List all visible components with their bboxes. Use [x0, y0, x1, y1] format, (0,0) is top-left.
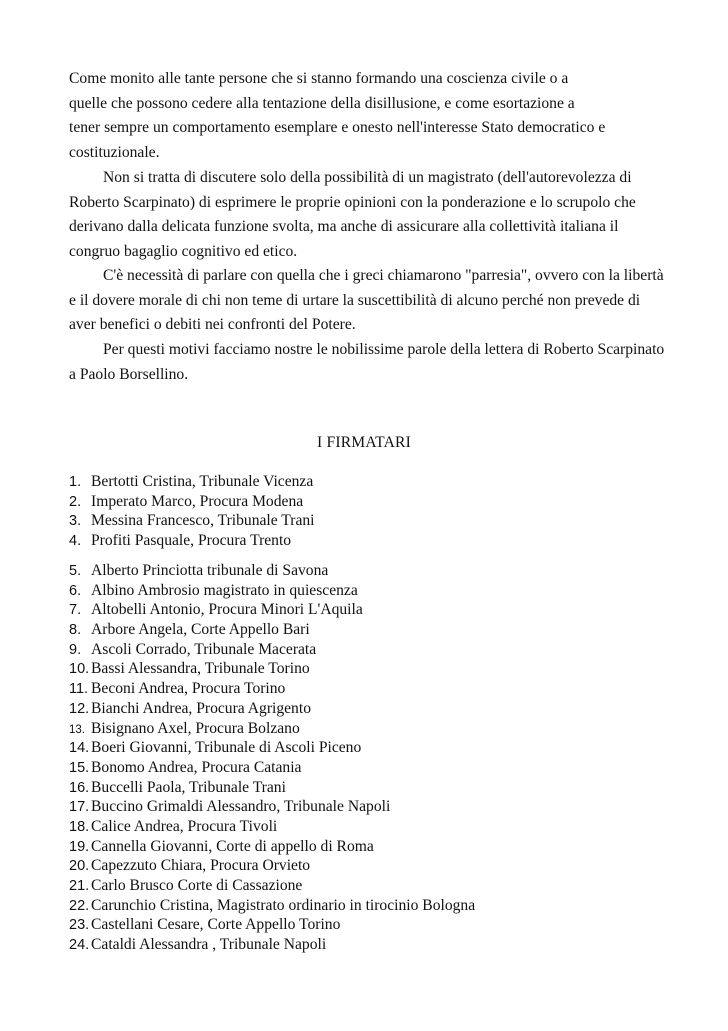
signatory-item: [69, 719, 475, 739]
signatory-number: 14.: [69, 740, 90, 757]
signatory-number: 11.: [69, 681, 89, 698]
signatory-item: [69, 600, 475, 620]
signatory-number: 3.: [69, 513, 82, 530]
signatory-name: Imperato Marco, Procura Modena: [91, 492, 304, 510]
signatory-name: Buccelli Paola, Tribunale Trani: [91, 778, 286, 796]
signatory-number: 12.: [69, 700, 90, 717]
signatory-item: [69, 561, 475, 581]
signatory-name: Capezzuto Chiara, Procura Orvieto: [91, 857, 311, 875]
signatory-item: [69, 699, 475, 719]
signatory-item: [69, 856, 475, 876]
signatory-number: 15.: [69, 759, 90, 776]
signatory-number: 8.: [69, 622, 82, 639]
signatory-item: [69, 581, 475, 601]
signatory-name: Carunchio Cristina, Magistrato ordinario in tirocinio Bologna: [91, 896, 476, 914]
signatories-list-1: [69, 472, 315, 551]
signatory-item: [69, 817, 475, 837]
signatory-item: [69, 492, 315, 512]
signatory-name: Calice Andrea, Procura Tivoli: [91, 817, 278, 835]
signatory-item: [69, 896, 475, 916]
signatory-item: [69, 531, 315, 551]
signatory-name: Carlo Brusco Corte di Cassazione: [91, 877, 303, 894]
signatory-name: Buccino Grimaldi Alessandro, Tribunale Napoli: [91, 798, 391, 816]
signatory-number: 13.: [69, 723, 85, 736]
signatory-name: Bianchi Andrea, Procura Agrigento: [91, 699, 311, 717]
paragraph-lettera: Per questi motivi facciamo nostre le nobilissime parole della lettera di Roberto Scarpinato a Paolo Borsellino.: [69, 341, 665, 383]
signatory-name: Bassi Alessandra, Tribunale Torino: [91, 660, 310, 678]
signatory-item: [69, 935, 475, 955]
signatory-item: [69, 758, 475, 778]
signatory-item: [69, 511, 315, 531]
signatory-item: [69, 778, 475, 798]
signatory-name: Arbore Angela, Corte Appello Bari: [91, 621, 310, 639]
signatory-number: 18.: [69, 818, 90, 835]
signatory-number: 6.: [69, 582, 82, 599]
signatory-item: [69, 738, 475, 758]
signatory-name: Cataldi Alessandra , Tribunale Napoli: [91, 936, 327, 954]
signatory-name: Messina Francesco, Tribunale Trani: [91, 512, 315, 530]
signatory-item: [69, 472, 315, 492]
signatory-number: 20.: [69, 858, 90, 875]
signatory-number: 16.: [69, 779, 90, 796]
signatory-number: 5.: [69, 563, 82, 579]
signatory-name: Alberto Princiotta tribunale di Savona: [91, 562, 329, 579]
signatory-item: [69, 876, 475, 896]
intro-paragraph: Come monito alle tante persone che si stanno formando una coscienza civile o a quelle che possono cedere alla tentazione della disillusione, e come esortazione a tener sempre un comportamento esemplare e onesto nell'interesse Stato democratico e costituzionale.: [69, 70, 606, 161]
signatory-number: 19.: [69, 838, 90, 855]
signatory-name: Beconi Andrea, Procura Torino: [91, 680, 286, 698]
signatory-name: Castellani Cesare, Corte Appello Torino: [91, 916, 341, 934]
signatory-name: Bertotti Cristina, Tribunale Vicenza: [91, 473, 314, 490]
signatory-number: 4.: [69, 533, 82, 550]
signatory-item: [69, 797, 475, 817]
signatory-number: 23.: [69, 917, 90, 934]
signatory-name: Ascoli Corrado, Tribunale Macerata: [91, 640, 317, 658]
signatory-item: [69, 837, 475, 857]
signatory-number: 17.: [69, 799, 90, 816]
paragraph-parresia: C'è necessità di parlare con quella che i greci chiamarono "parresia", ovvero con la libertà e il dovere morale di chi non teme di urtare la suscettibilità di alcuno perché non prevede di aver benefici o debiti nei confronti del Potere.: [69, 267, 664, 334]
signatory-item: [69, 659, 475, 679]
signatory-number: 24.: [69, 937, 90, 954]
signatory-name: Albino Ambrosio magistrato in quiescenza: [91, 581, 358, 599]
signatory-name: Bonomo Andrea, Procura Catania: [91, 758, 302, 776]
signatory-number: 9.: [69, 641, 82, 658]
signatory-name: Bisignano Axel, Procura Bolzano: [91, 719, 300, 737]
paragraph-autorevolezza: Non si tratta di discutere solo della possibilità di un magistrato (dell'autorevolezza di Roberto Scarpinato) di esprimere le proprie opinioni con la ponderazione e lo scrupolo che derivano dalla delicata funzione svolta, ma anche di assicurare alla collettività italiana il congruo bagaglio cognitivo ed etico.: [69, 169, 636, 260]
signatory-item: [69, 640, 475, 660]
signatory-number: 1.: [69, 474, 82, 490]
signatory-number: 22.: [69, 897, 90, 914]
signatory-item: [69, 679, 475, 699]
signatory-item: [69, 915, 475, 935]
signatories-list-2: [69, 561, 475, 955]
signatories-heading: I FIRMATARI: [316, 434, 412, 451]
signatory-number: 2.: [69, 493, 82, 510]
signatory-number: 21.: [69, 878, 90, 894]
signatory-number: 10.: [69, 661, 90, 678]
signatory-name: Altobelli Antonio, Procura Minori L'Aquila: [91, 601, 363, 619]
signatory-name: Boeri Giovanni, Tribunale di Ascoli Piceno: [91, 739, 362, 757]
signatory-item: [69, 620, 475, 640]
signatory-name: Cannella Giovanni, Corte di appello di Roma: [91, 837, 374, 855]
signatory-name: Profiti Pasquale, Procura Trento: [91, 532, 292, 550]
signatory-number: 7.: [69, 602, 82, 619]
